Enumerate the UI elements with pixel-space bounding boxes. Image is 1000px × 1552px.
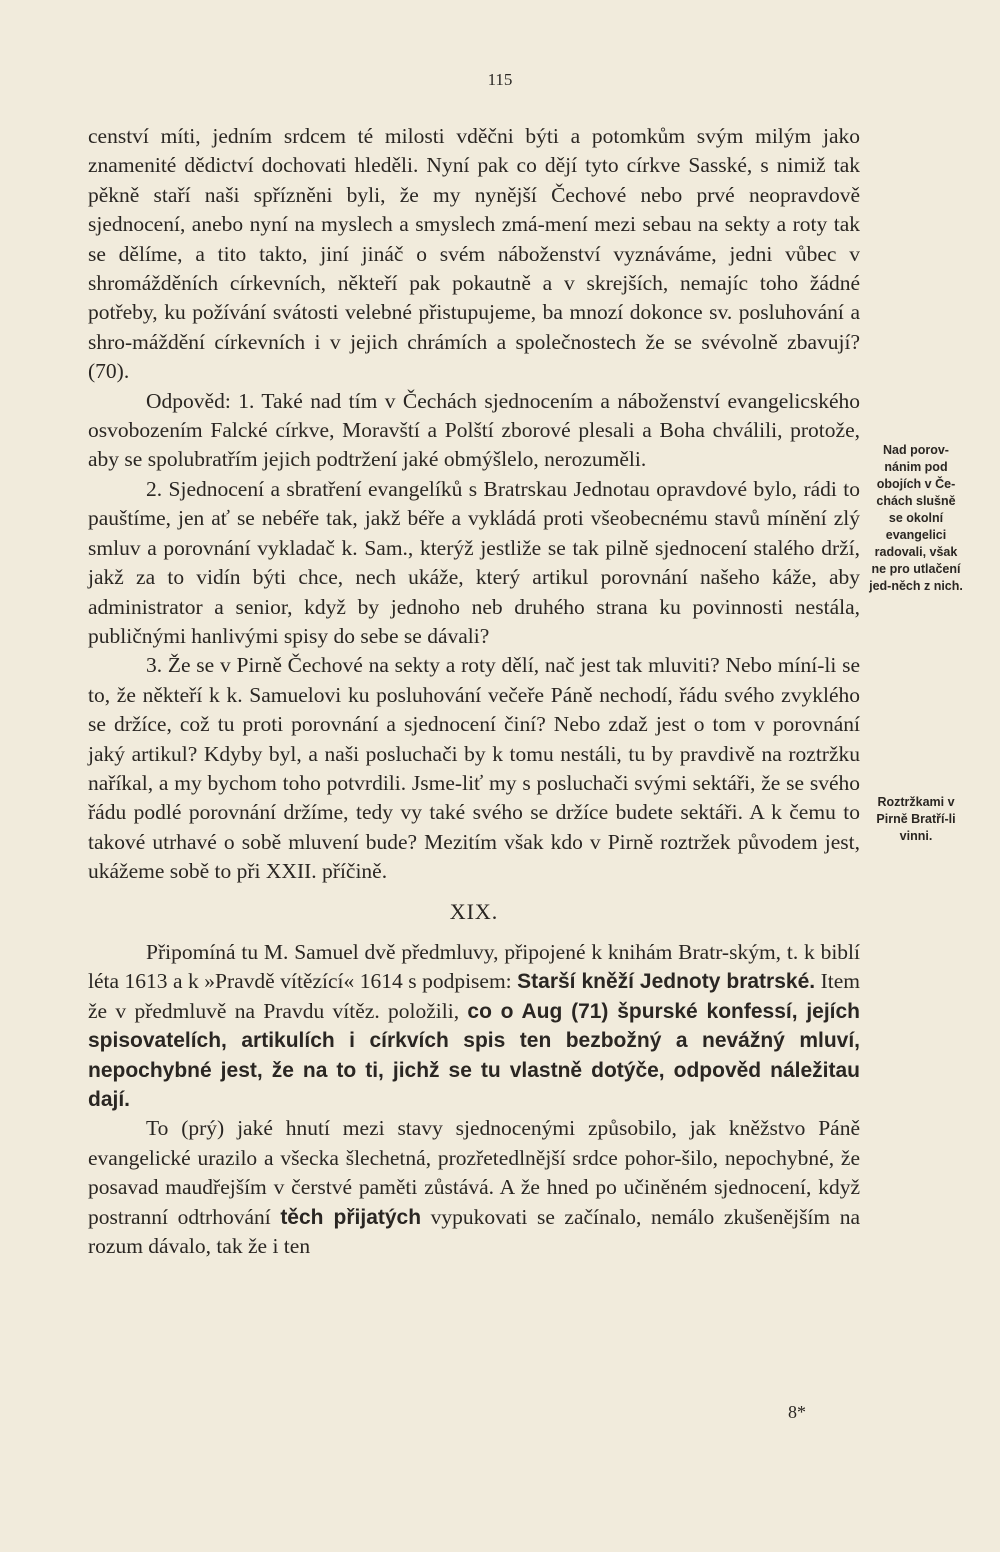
final-end-text: vypukovati se začínalo, nemálo zkušenějším na rozum dávalo, tak že i ten <box>88 1204 860 1259</box>
section-middle-text: Item že v předmluvě na Pravdu vítěz. položili, <box>88 969 860 1023</box>
paragraph-answer-2: 2. Sjednocení a sbratření evangelíků s Bratrskau Jednotau opravdové bylo, rádi to pauštíme, jen ať se nebéře tak, jakž béře a vykládá proti všeobecnému stavů mínění zlý smluv a porovnání vykladač k. Sam., kterýž jestliže se tak pilně sjednocení stalého drží, jakž za to vidín býti chce, nech ukáže, který artikul porovnání našeho káže, aby administrator a senior, když by jednoho neb druhého strana ku povinnosti nestála, publičnými hanlivými spisy do sebe se dávali? <box>88 476 860 648</box>
margin-note-2: Roztržkami v Pirně Bratří-li vinni. <box>876 795 956 843</box>
section-intro-text: Připomíná tu M. Samuel dvě předmluvy, připojené k knihám Bratr-ským, t. k biblí léta 1613 a k »Pravdě vítězící« 1614 s podpisem: <box>88 939 860 994</box>
paragraph-answer-1: Odpověd: 1. Také nad tím v Čechách sjednocením a náboženství evangelicského osvobozením Falcké církve, Moravští a Polští zborové plesali a Boha chválili, protože, aby se spolubratřím jejich podtržení jaké obmýšlelo, nerozuměli. <box>88 388 860 472</box>
final-bold-text: těch přijatých <box>280 1205 422 1229</box>
quote-bold: co o Aug (71) špurské konfessí, jejích spisovatelích, artikulích i církvích spis ten bezbožný a nevážný mluví, nepochybné jest, že na to ti, jichž se tu vlastně dotýče, odpověd náležitau dají. <box>88 999 861 1111</box>
page-number: 115 <box>487 70 513 89</box>
main-text-column <box>88 122 860 1261</box>
paragraph-final <box>88 1114 860 1261</box>
paragraph-answer-3: 3. Že se v Pirně Čechové na sekty a roty dělí, nač jest tak mluviti? Nebo míní-li se to, že někteří k k. Samuelovi ku posluhování večeře Páně nechodí, řádu svého zvyklého se držíce, což tu proti porovnání a sjednocení činí? Nebo zdaž jest o tom v porovnání jaký artikul? Kdyby byl, a naši posluchači by k tomu nestáli, tu by pravdivě na roztržku naříkal, a my bychom toho potvrdili. Jsme-liť my s posluchači svými sektáři, že se svého řádu podlé porovnání držíme, tedy vy také svého se držíce budete sektáři. A k čemu to takové utrhavé o sobě mluvení bude? Mezitím však kdo v Pirně roztržek původem jest, ukážeme sobě to při XXII. příčině. <box>88 653 860 884</box>
paragraph-section-intro <box>88 938 860 1114</box>
section-heading: XIX. <box>449 898 499 924</box>
signature-mark: 8* <box>788 1402 806 1422</box>
paragraph-continuation: cenství míti, jedním srdcem té milosti vděčni býti a potomkům svým milým jako znamenité dědictví dochovati hleděli. Nyní pak co dějí tyto církve Sasské, s nimiž tak pěkně staří naši spřízněni byli, že my nynější Čechové nebo prvé neopravdově sjednocení, anebo nyní na myslech a smyslech zmá-mení mezi sebau na sekty a roty tak se dělíme, a tito takto, jiní jináč o svém náboženství vyznáváme, jedni vůbec v shromážděních církevních, někteří pak pokautně a v skrejších, nemajíc toho žádné potřeby, ku požívání svátosti velebné přistupujeme, ba mnozí dokonce sv. posluhování a shro-máždění církevních i v jejich chrámích a společnostech že se svévolně zbavují? (70). <box>88 124 860 384</box>
margin-note-1: Nad porov-nánim pod obojích v Če-chách slušně se okolní evangelici radovali, však ne pro utlačení jed-něch z nich. <box>869 443 963 593</box>
final-start-text: To (prý) jaké hnutí mezi stavy sjednocenými způsobilo, jak kněžstvo Páně evangelické urazilo a všecka šlechetná, prozřetedlnější srdce pohor-šilo, nepochybné, že posavad maudřejším v čerstvé paměti zůstává. A že hned po učiněném sjednocení, když postranní odtrhování <box>88 1116 860 1229</box>
signature-bold: Starší kněží Jednoty bratrské. <box>517 970 816 994</box>
